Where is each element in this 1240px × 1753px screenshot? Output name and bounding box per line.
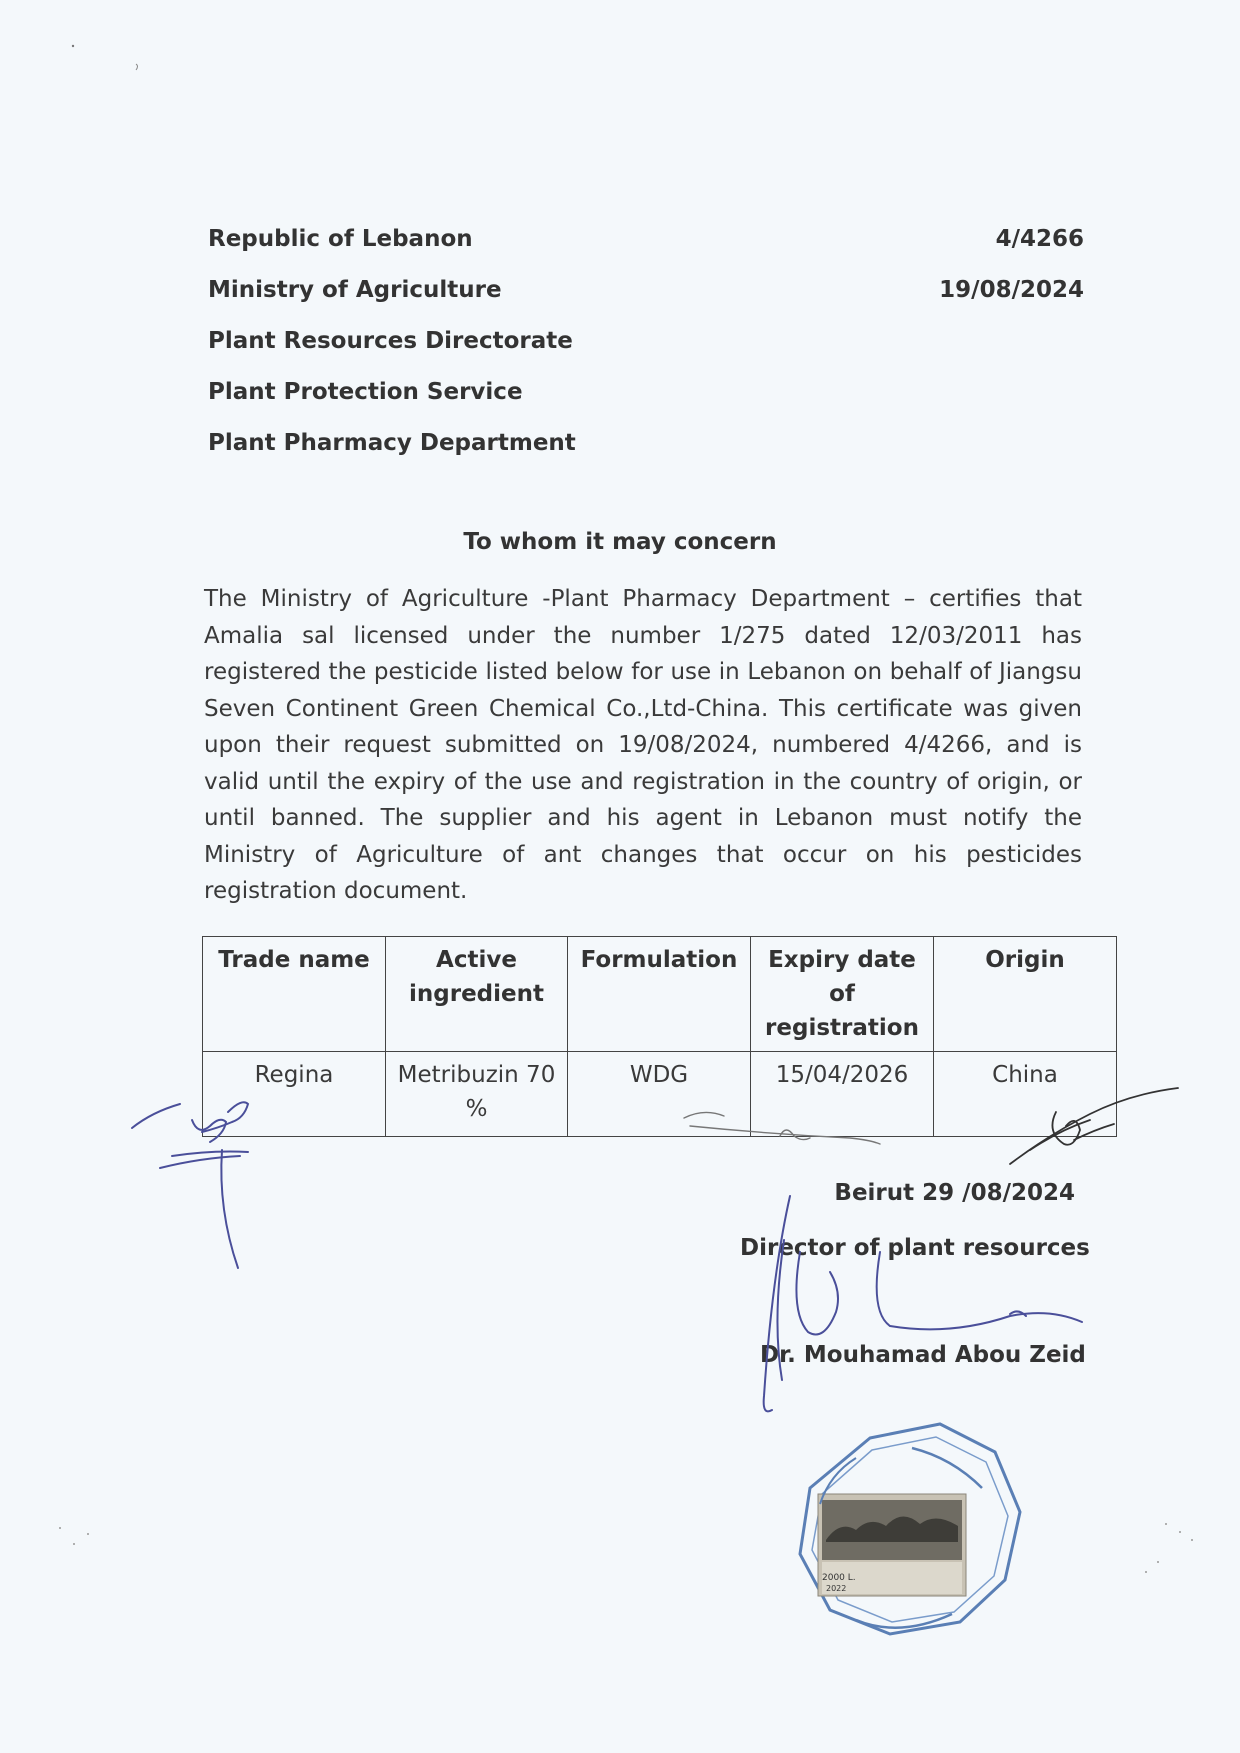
cell-origin: China <box>934 1052 1117 1137</box>
cell-trade-name: Regina <box>203 1052 386 1137</box>
initials-mark-center <box>684 1112 880 1144</box>
director-handwritten-signature <box>764 1196 1082 1411</box>
header-expiry-date: Expiry date of registration <box>751 937 934 1052</box>
header-line-service: Plant Protection Service <box>208 379 523 405</box>
cell-active-ingredient: Metribuzin 70 % <box>386 1052 568 1137</box>
signature-name: Dr. Mouhamad Abou Zeid <box>760 1342 1086 1368</box>
header-trade-name: Trade name <box>203 937 386 1052</box>
header-date: 19/08/2024 <box>939 277 1084 303</box>
scan-speck <box>72 45 74 47</box>
scan-noise <box>59 1523 1193 1573</box>
header-origin: Origin <box>934 937 1117 1052</box>
header-line-directorate: Plant Resources Directorate <box>208 328 573 354</box>
initials-signature-left <box>132 1102 248 1268</box>
stamp-year-text: 2022 <box>826 1584 847 1593</box>
stamp-value-text: 2000 L. <box>822 1573 856 1583</box>
reference-number: 4/4266 <box>995 226 1084 252</box>
header-line-department: Plant Pharmacy Department <box>208 430 576 456</box>
signature-place-date: Beirut 29 /08/2024 <box>834 1180 1075 1206</box>
header-active-ingredient: Active ingredient <box>386 937 568 1052</box>
cell-formulation: WDG <box>568 1052 751 1137</box>
certificate-body: The Ministry of Agriculture -Plant Pharmacy Department – certifies that Amalia sal licensed under the number 1/275 dated 12/03/2011 has registered the pesticide listed below for use in Lebanon on behalf of Jiangsu Seven Continent Green Chemical Co.,Ltd-China. This certificate was given upon their request submitted on 19/08/2024, numbered 4/4266, and is valid until the expiry of the use and registration in the country of origin, or until banned. The supplier and his agent in Lebanon must notify the Ministry of Agriculture of ant changes that occur on his pesticides registration document. <box>204 586 1082 904</box>
header-line-republic: Republic of Lebanon <box>208 226 473 252</box>
signature-scribble-right <box>1010 1088 1178 1164</box>
cell-expiry-date: 15/04/2026 <box>751 1052 934 1137</box>
page-title: To whom it may concern <box>463 529 777 555</box>
official-stamp <box>800 1424 1020 1634</box>
signature-role: Director of plant resources <box>740 1235 1090 1261</box>
scan-speck <box>136 64 138 70</box>
header-formulation: Formulation <box>568 937 751 1052</box>
header-line-ministry: Ministry of Agriculture <box>208 277 502 303</box>
